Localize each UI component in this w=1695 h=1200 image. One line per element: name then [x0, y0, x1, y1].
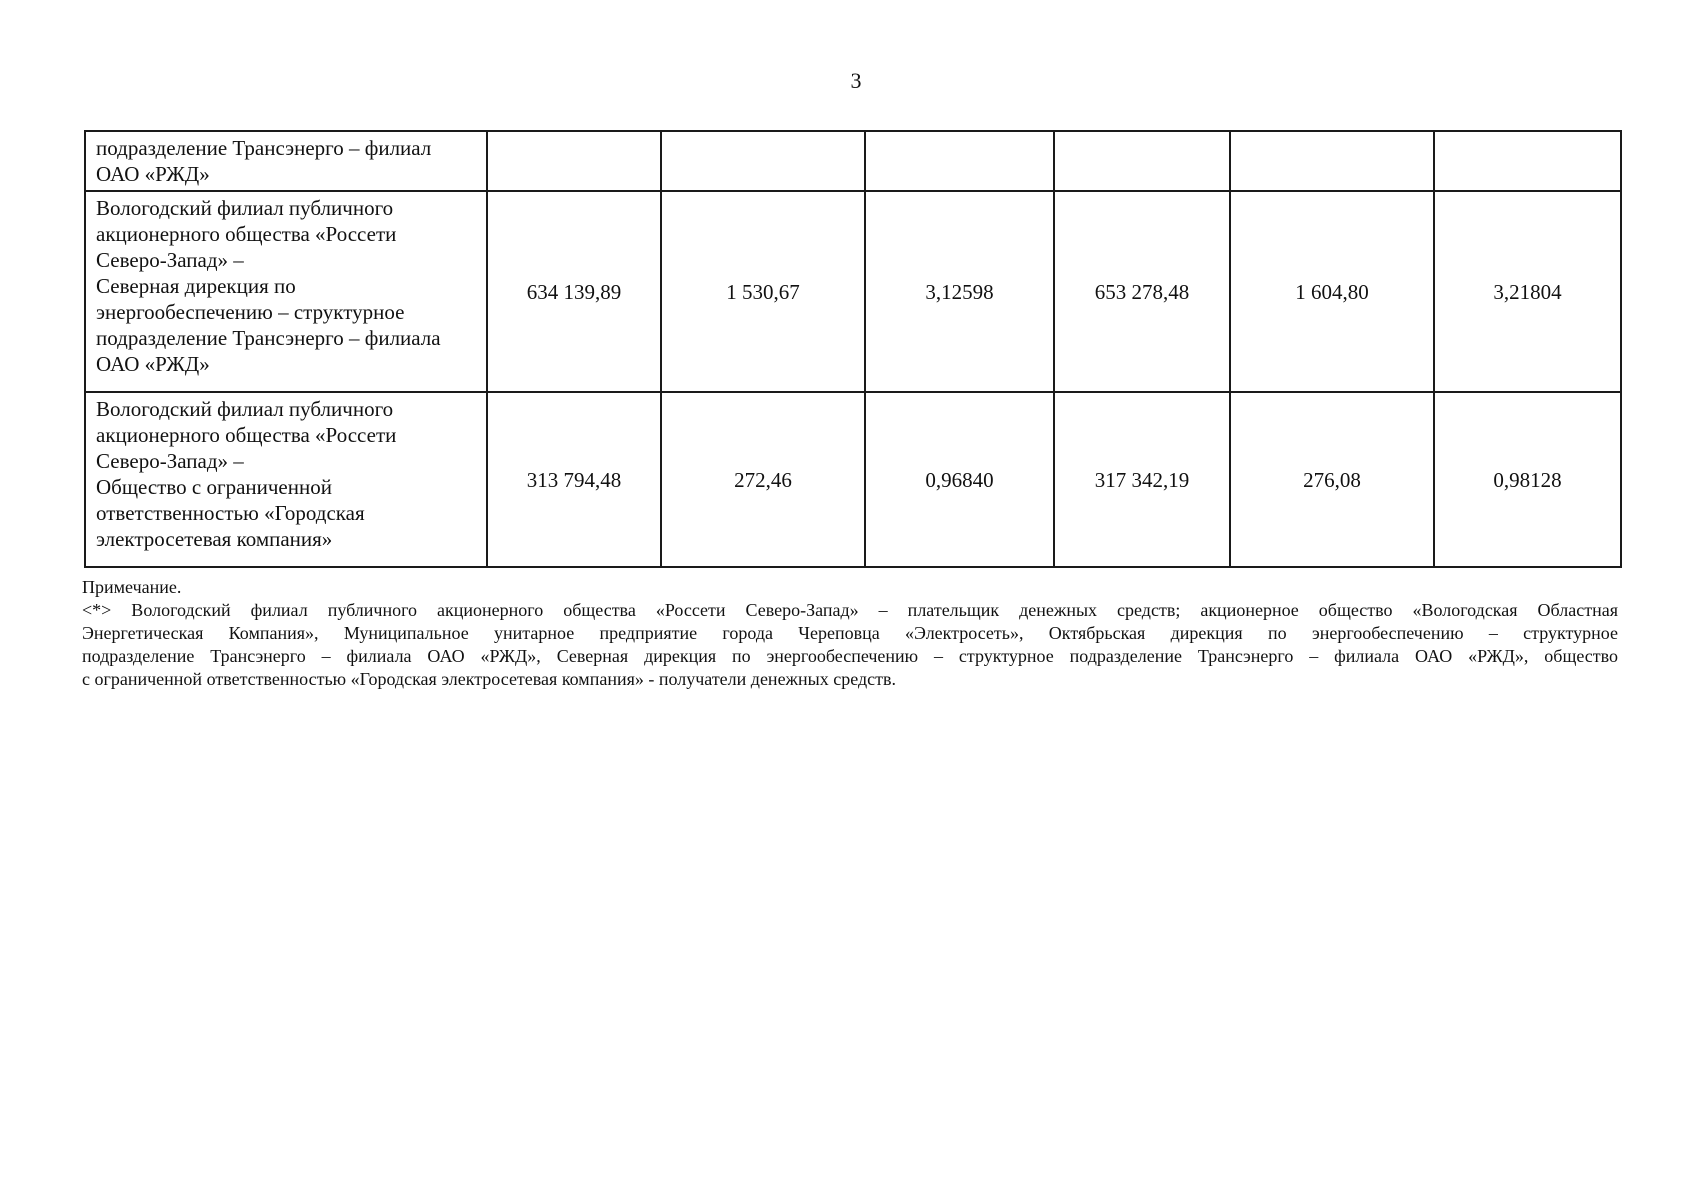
organization-name-line: Северная дирекция по	[96, 274, 296, 298]
value-cell: 1 604,80	[1230, 191, 1434, 392]
tariff-table	[84, 130, 1622, 568]
value-cell: 0,96840	[865, 392, 1054, 567]
footnote-line: <*> Вологодский филиал публичного акционерного общества «Россети Северо-Запад» – плательщик денежных средств; акционерное общество «Вологодская Областная	[82, 600, 1618, 620]
table-row	[85, 131, 1621, 191]
footnote-text	[82, 599, 1618, 691]
organization-name-line: акционерного общества «Россети	[96, 222, 397, 246]
organization-name-line: подразделение Трансэнерго – филиал	[96, 136, 432, 160]
value-cell: 1 530,67	[661, 191, 865, 392]
value-cell: 313 794,48	[487, 392, 661, 567]
value-cell: 272,46	[661, 392, 865, 567]
organization-name-line: акционерного общества «Россети	[96, 423, 397, 447]
value-cell	[1054, 131, 1230, 191]
value-cell: 0,98128	[1434, 392, 1621, 567]
organization-name-line: Северо-Запад» –	[96, 248, 244, 272]
footnote-line: Энергетическая Компания», Муниципальное унитарное предприятие города Череповца «Электросеть», Октябрьская дирекция по энергообеспечению – структурное	[82, 623, 1618, 643]
organization-name-line: Вологодский филиал публичного	[96, 397, 394, 421]
value-cell: 317 342,19	[1054, 392, 1230, 567]
organization-name-line: ОАО «РЖД»	[96, 162, 210, 186]
value-cell: 276,08	[1230, 392, 1434, 567]
organization-name-line: Северо-Запад» –	[96, 449, 244, 473]
value-cell: 3,21804	[1434, 191, 1621, 392]
footnote-title: Примечание.	[82, 577, 182, 597]
value-cell	[661, 131, 865, 191]
organization-name-cell	[85, 131, 487, 191]
table-row	[85, 392, 1621, 567]
organization-name-line: ответственностью «Городская	[96, 501, 365, 525]
organization-name-line: подразделение Трансэнерго – филиала	[96, 326, 441, 350]
page-number: 3	[850, 68, 862, 93]
value-cell	[1230, 131, 1434, 191]
value-cell	[487, 131, 661, 191]
organization-name-line: ОАО «РЖД»	[96, 352, 210, 376]
organization-name-line: Вологодский филиал публичного	[96, 196, 394, 220]
organization-name-line: энергообеспечению – структурное	[96, 300, 405, 324]
footnote-line: подразделение Трансэнерго – филиала ОАО «РЖД», Северная дирекция по энергообеспечению – структурное подразделение Трансэнерго – филиала ОАО «РЖД», общество	[82, 646, 1618, 666]
organization-name-line: Общество с ограниченной	[96, 475, 332, 499]
organization-name-line: электросетевая компания»	[96, 527, 333, 551]
organization-name-cell	[85, 191, 487, 392]
table-row	[85, 191, 1621, 392]
value-cell: 3,12598	[865, 191, 1054, 392]
value-cell: 653 278,48	[1054, 191, 1230, 392]
organization-name-cell	[85, 392, 487, 567]
value-cell: 634 139,89	[487, 191, 661, 392]
value-cell	[1434, 131, 1621, 191]
value-cell	[865, 131, 1054, 191]
footnote-line: с ограниченной ответственностью «Городская электросетевая компания» - получатели денежных средств.	[82, 669, 896, 689]
footnote	[82, 576, 1618, 691]
